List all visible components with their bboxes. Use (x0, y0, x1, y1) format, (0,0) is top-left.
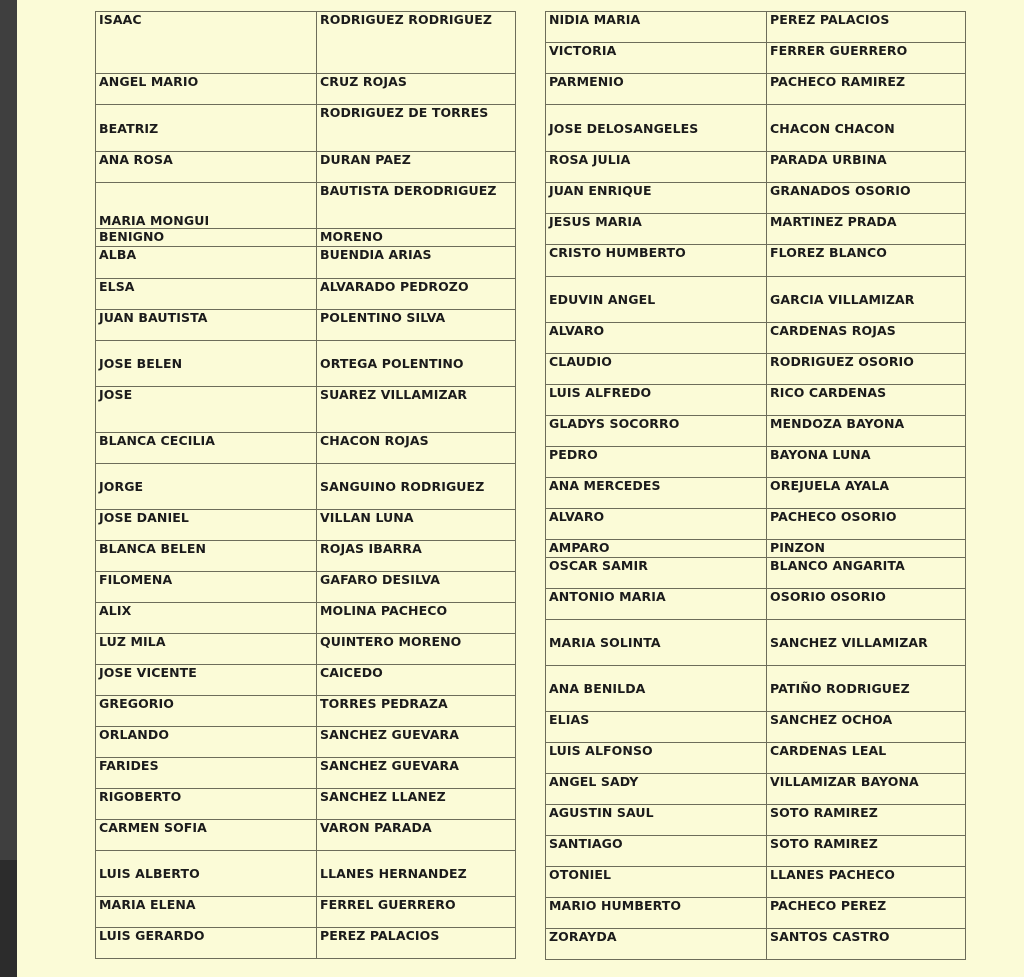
first-name-cell: ANGEL MARIO (96, 74, 317, 105)
first-name-cell: JORGE (96, 464, 317, 510)
table-row (96, 341, 516, 387)
first-name-cell: ANTONIO MARIA (546, 589, 767, 620)
first-name-cell: ALIX (96, 603, 317, 634)
first-name-cell: MARIA SOLINTA (546, 620, 767, 666)
first-name-cell: MARIA ELENA (96, 897, 317, 928)
last-name-cell: QUINTERO MORENO (317, 634, 516, 665)
table-row (96, 183, 516, 229)
first-name-cell: JUAN BAUTISTA (96, 310, 317, 341)
last-name-cell: SANCHEZ LLANEZ (317, 789, 516, 820)
last-name-cell: CHACON CHACON (767, 105, 966, 152)
table-row (96, 696, 516, 727)
last-name-cell: FERREL GUERRERO (317, 897, 516, 928)
first-name-cell: BENIGNO (96, 229, 317, 247)
table-row (96, 820, 516, 851)
first-name-cell: GREGORIO (96, 696, 317, 727)
table-row (96, 727, 516, 758)
last-name-cell: MORENO (317, 229, 516, 247)
table-row (546, 558, 966, 589)
first-name-cell: ALVARO (546, 323, 767, 354)
first-name-cell: MARIO HUMBERTO (546, 898, 767, 929)
first-name-cell: GLADYS SOCORRO (546, 416, 767, 447)
table-row (96, 74, 516, 105)
last-name-cell: OREJUELA AYALA (767, 478, 966, 509)
table-row (96, 634, 516, 665)
first-name-cell: MARIA MONGUI (96, 183, 317, 229)
first-name-cell: CLAUDIO (546, 354, 767, 385)
table-row (96, 229, 516, 247)
table-row (546, 867, 966, 898)
table-row (96, 310, 516, 341)
first-name-cell: BLANCA CECILIA (96, 433, 317, 464)
first-name-cell: AGUSTIN SAUL (546, 805, 767, 836)
table-row (96, 928, 516, 959)
last-name-cell: FLOREZ BLANCO (767, 245, 966, 277)
last-name-cell: PACHECO RAMIREZ (767, 74, 966, 105)
first-name-cell: EDUVIN ANGEL (546, 277, 767, 323)
last-name-cell: SUAREZ VILLAMIZAR (317, 387, 516, 433)
last-name-cell: CAICEDO (317, 665, 516, 696)
last-name-cell: POLENTINO SILVA (317, 310, 516, 341)
table-row (546, 743, 966, 774)
table-row (546, 323, 966, 354)
table-row (546, 805, 966, 836)
last-name-cell: PEREZ PALACIOS (767, 12, 966, 43)
first-name-cell: JESUS MARIA (546, 214, 767, 245)
first-name-cell: FILOMENA (96, 572, 317, 603)
last-name-cell: SANCHEZ GUEVARA (317, 758, 516, 789)
table-row (96, 665, 516, 696)
last-name-cell: DURAN PAEZ (317, 152, 516, 183)
last-name-cell: CHACON ROJAS (317, 433, 516, 464)
first-name-cell: ROSA JULIA (546, 152, 767, 183)
table-row (546, 540, 966, 558)
first-name-cell: AMPARO (546, 540, 767, 558)
first-name-cell: ELIAS (546, 712, 767, 743)
first-name-cell: ANA BENILDA (546, 666, 767, 712)
table-row (96, 464, 516, 510)
last-name-cell: PEREZ PALACIOS (317, 928, 516, 959)
last-name-cell: VILLAN LUNA (317, 510, 516, 541)
first-name-cell: CARMEN SOFIA (96, 820, 317, 851)
first-name-cell: FARIDES (96, 758, 317, 789)
first-name-cell: PEDRO (546, 447, 767, 478)
first-name-cell: PARMENIO (546, 74, 767, 105)
last-name-cell: PARADA URBINA (767, 152, 966, 183)
last-name-cell: TORRES PEDRAZA (317, 696, 516, 727)
last-name-cell: SANCHEZ OCHOA (767, 712, 966, 743)
table-row (96, 851, 516, 897)
first-name-cell: BLANCA BELEN (96, 541, 317, 572)
first-name-cell: CRISTO HUMBERTO (546, 245, 767, 277)
table-row (546, 105, 966, 152)
first-name-cell: LUIS ALBERTO (96, 851, 317, 897)
last-name-cell: SANGUINO RODRIGUEZ (317, 464, 516, 510)
first-name-cell: NIDIA MARIA (546, 12, 767, 43)
table-row (546, 183, 966, 214)
table-row (546, 416, 966, 447)
table-row (546, 898, 966, 929)
first-name-cell: JOSE DELOSANGELES (546, 105, 767, 152)
table-row (96, 758, 516, 789)
table-row (96, 387, 516, 433)
last-name-cell: RODRIGUEZ OSORIO (767, 354, 966, 385)
last-name-cell: FERRER GUERRERO (767, 43, 966, 74)
table-row (96, 572, 516, 603)
table-row (96, 510, 516, 541)
last-name-cell: CARDENAS ROJAS (767, 323, 966, 354)
last-name-cell: GRANADOS OSORIO (767, 183, 966, 214)
table-row (546, 12, 966, 43)
last-name-cell: BAYONA LUNA (767, 447, 966, 478)
last-name-cell: LLANES HERNANDEZ (317, 851, 516, 897)
last-name-cell: MARTINEZ PRADA (767, 214, 966, 245)
table-row (546, 589, 966, 620)
first-name-cell: ELSA (96, 279, 317, 310)
table-row (546, 478, 966, 509)
table-row (96, 152, 516, 183)
last-name-cell: RODRIGUEZ RODRIGUEZ (317, 12, 516, 74)
last-name-cell: LLANES PACHECO (767, 867, 966, 898)
first-name-cell: ALBA (96, 247, 317, 279)
first-name-cell: JOSE DANIEL (96, 510, 317, 541)
first-name-cell: ZORAYDA (546, 929, 767, 960)
table-row (96, 789, 516, 820)
table-row (546, 836, 966, 867)
last-name-cell: BUENDIA ARIAS (317, 247, 516, 279)
first-name-cell: JOSE BELEN (96, 341, 317, 387)
table-row (546, 354, 966, 385)
table-row (96, 433, 516, 464)
table-row (546, 152, 966, 183)
first-name-cell: JOSE VICENTE (96, 665, 317, 696)
first-name-cell: ANA MERCEDES (546, 478, 767, 509)
table-row (546, 74, 966, 105)
table-row (96, 897, 516, 928)
last-name-cell: PACHECO OSORIO (767, 509, 966, 540)
first-name-cell: OTONIEL (546, 867, 767, 898)
first-name-cell: ORLANDO (96, 727, 317, 758)
last-name-cell: GARCIA VILLAMIZAR (767, 277, 966, 323)
first-name-cell: LUIS ALFONSO (546, 743, 767, 774)
last-name-cell: ROJAS IBARRA (317, 541, 516, 572)
last-name-cell: RODRIGUEZ DE TORRES (317, 105, 516, 152)
first-name-cell: LUIS ALFREDO (546, 385, 767, 416)
first-name-cell: ALVARO (546, 509, 767, 540)
table-row (546, 929, 966, 960)
table-row (546, 774, 966, 805)
last-name-cell: VARON PARADA (317, 820, 516, 851)
viewer-left-strip (0, 0, 17, 860)
last-name-cell: SOTO RAMIREZ (767, 836, 966, 867)
last-name-cell: PINZON (767, 540, 966, 558)
table-row (546, 214, 966, 245)
viewer-left-strip-bottom (0, 860, 17, 977)
first-name-cell: ISAAC (96, 12, 317, 74)
table-row (546, 43, 966, 74)
table-row (96, 603, 516, 634)
last-name-cell: OSORIO OSORIO (767, 589, 966, 620)
table-row (546, 620, 966, 666)
last-name-cell: ALVARADO PEDROZO (317, 279, 516, 310)
last-name-cell: PATIÑO RODRIGUEZ (767, 666, 966, 712)
table-row (546, 666, 966, 712)
first-name-cell: ANGEL SADY (546, 774, 767, 805)
first-name-cell: SANTIAGO (546, 836, 767, 867)
last-name-cell: VILLAMIZAR BAYONA (767, 774, 966, 805)
last-name-cell: SANTOS CASTRO (767, 929, 966, 960)
first-name-cell: ANA ROSA (96, 152, 317, 183)
last-name-cell: BLANCO ANGARITA (767, 558, 966, 589)
last-name-cell: MENDOZA BAYONA (767, 416, 966, 447)
last-name-cell: ORTEGA POLENTINO (317, 341, 516, 387)
names-table-right (545, 11, 966, 960)
table-row (546, 447, 966, 478)
table-row (96, 279, 516, 310)
names-table-left (95, 11, 516, 959)
table-row (546, 385, 966, 416)
table-row (96, 247, 516, 279)
table-row (96, 105, 516, 152)
last-name-cell: CRUZ ROJAS (317, 74, 516, 105)
table-row (546, 509, 966, 540)
last-name-cell: SOTO RAMIREZ (767, 805, 966, 836)
last-name-cell: GAFARO DESILVA (317, 572, 516, 603)
first-name-cell: LUZ MILA (96, 634, 317, 665)
table-row (546, 277, 966, 323)
first-name-cell: OSCAR SAMIR (546, 558, 767, 589)
first-name-cell: LUIS GERARDO (96, 928, 317, 959)
last-name-cell: SANCHEZ GUEVARA (317, 727, 516, 758)
last-name-cell: SANCHEZ VILLAMIZAR (767, 620, 966, 666)
first-name-cell: JOSE (96, 387, 317, 433)
first-name-cell: RIGOBERTO (96, 789, 317, 820)
last-name-cell: PACHECO PEREZ (767, 898, 966, 929)
last-name-cell: RICO CARDENAS (767, 385, 966, 416)
first-name-cell: VICTORIA (546, 43, 767, 74)
table-row (96, 12, 516, 74)
last-name-cell: BAUTISTA DERODRIGUEZ (317, 183, 516, 229)
table-row (546, 245, 966, 277)
first-name-cell: BEATRIZ (96, 105, 317, 152)
last-name-cell: MOLINA PACHECO (317, 603, 516, 634)
first-name-cell: JUAN ENRIQUE (546, 183, 767, 214)
table-row (546, 712, 966, 743)
last-name-cell: CARDENAS LEAL (767, 743, 966, 774)
table-row (96, 541, 516, 572)
